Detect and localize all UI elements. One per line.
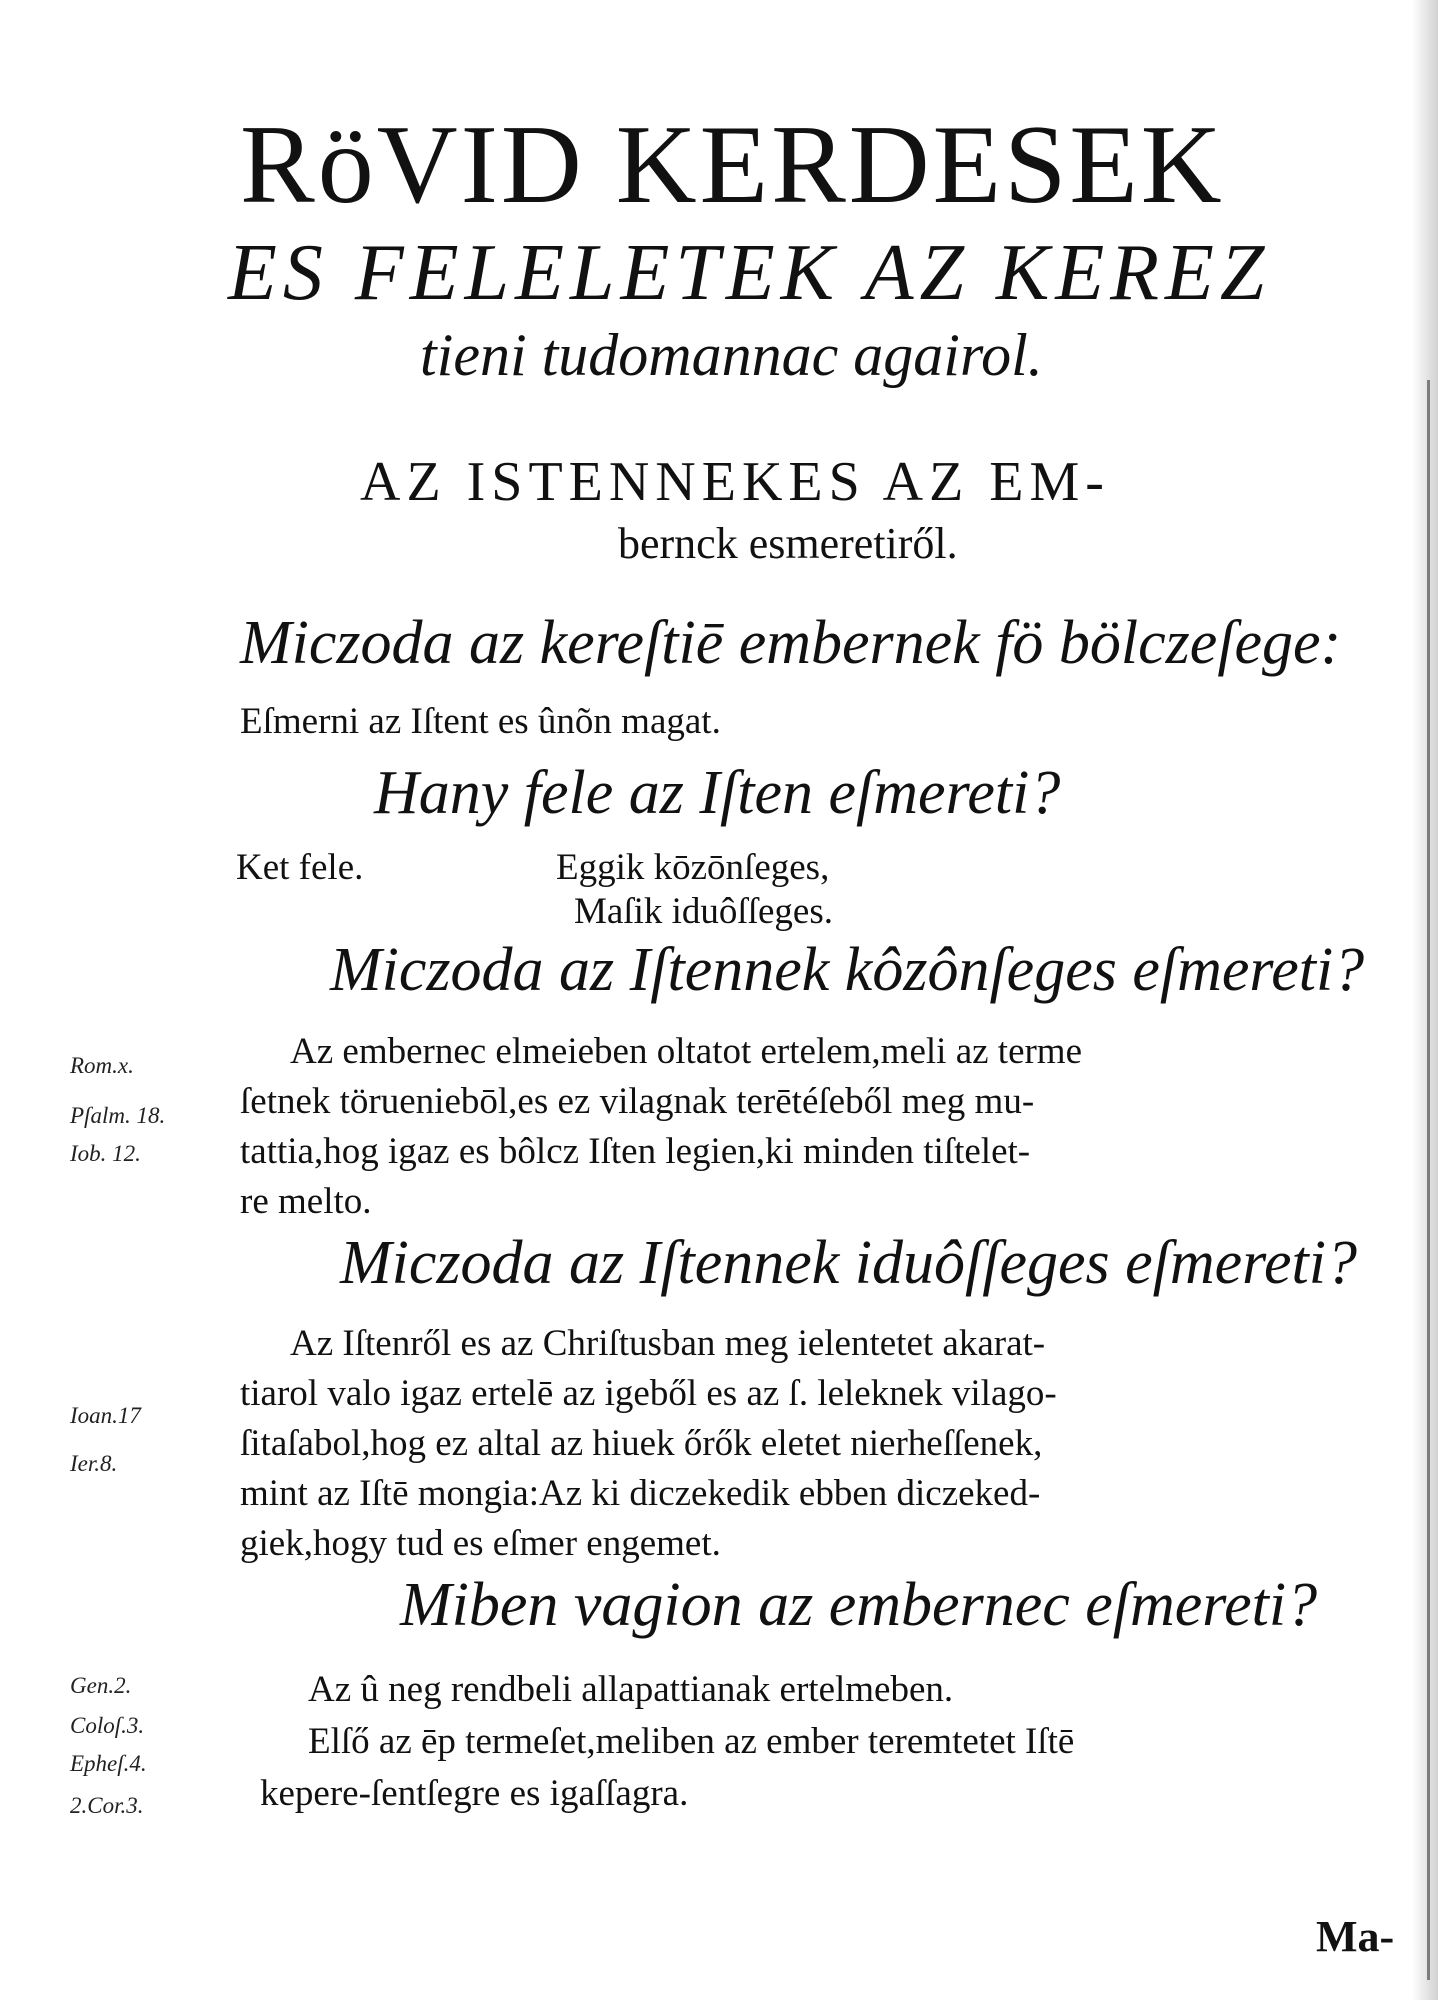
margin-ref: Gen.2. (70, 1673, 132, 1698)
question-3: Miczoda az Iſtennek kôzônſeges eſmereti? (330, 936, 1365, 1004)
title-line-1: RöVID KERDESEK (240, 103, 1225, 227)
title-line-3: tieni tudomannac agairol. (420, 322, 1043, 388)
answer-4-line-3: ſitaſabol,hog ez altal az hiuek őrők eletet nierheſſenek, (240, 1423, 1043, 1464)
answer-5-line-2: Elſő az ēp termeſet,meliben az ember teremtetet Iſtē (308, 1721, 1075, 1762)
question-1: Miczoda az kereſtiē embernek fö bölczeſege: (240, 609, 1342, 677)
answer-2-lead: Ket fele. (236, 847, 364, 888)
answer-4-line-2: tiarol valo igaz ertelē az igeből es az ſ. leleknek vilago- (240, 1373, 1057, 1414)
title-line-2: ES FELELETEK AZ KEREZ (228, 229, 1271, 317)
answer-2-option-1: Eggik kōzōnſeges, (556, 847, 830, 888)
answer-3-line-2: ſetnek törueniebōl,es ez vilagnak terētéſeből meg mu- (240, 1081, 1035, 1122)
answer-5-line-1: Az û neg rendbeli allapattianak ertelmeben. (308, 1669, 954, 1710)
section-heading-line-1: AZ ISTENNEKES AZ EM- (360, 451, 1110, 513)
section-heading-line-2: bernck esmeretiről. (618, 519, 958, 568)
page-edge-line (1427, 380, 1430, 1980)
page-edge-shadow (1412, 0, 1438, 2000)
question-4: Miczoda az Iſtennek iduôſſeges eſmereti? (340, 1229, 1357, 1297)
question-2: Hany fele az Iſten eſmereti? (374, 759, 1061, 827)
answer-5-line-3: kepere-ſentſegre es igaſſagra. (260, 1773, 689, 1814)
margin-ref: Pſalm. 18. (70, 1103, 166, 1128)
margin-ref: Iob. 12. (70, 1141, 141, 1166)
catchword: Ma- (1316, 1912, 1395, 1961)
answer-1: Eſmerni az Iſtent es ûnõn magat. (240, 701, 721, 742)
margin-ref: 2.Cor.3. (70, 1793, 144, 1818)
answer-4-line-1: Az Iſtenről es az Chriſtusban meg ielentetet akarat- (290, 1323, 1046, 1364)
margin-ref: Ioan.17 (70, 1403, 141, 1428)
answer-4-line-4: mint az Iſtē mongia:Az ki diczekedik ebben diczeked- (240, 1473, 1041, 1514)
margin-ref: Rom.x. (70, 1053, 134, 1078)
margin-ref: Epheſ.4. (70, 1751, 147, 1776)
answer-3-line-1: Az embernec elmeieben oltatot ertelem,meli az terme (290, 1031, 1083, 1072)
answer-3-line-3: tattia,hog igaz es bôlcz Iſten legien,ki minden tiſtelet- (240, 1131, 1031, 1172)
answer-3-line-4: re melto. (240, 1181, 372, 1222)
question-5: Miben vagion az embernec eſmereti? (400, 1571, 1318, 1639)
margin-ref: Coloſ.3. (70, 1713, 145, 1738)
answer-2-option-2: Maſik iduôſſeges. (574, 891, 833, 932)
answer-4-line-5: giek,hogy tud es eſmer engemet. (240, 1523, 721, 1564)
margin-ref: Ier.8. (70, 1451, 118, 1476)
